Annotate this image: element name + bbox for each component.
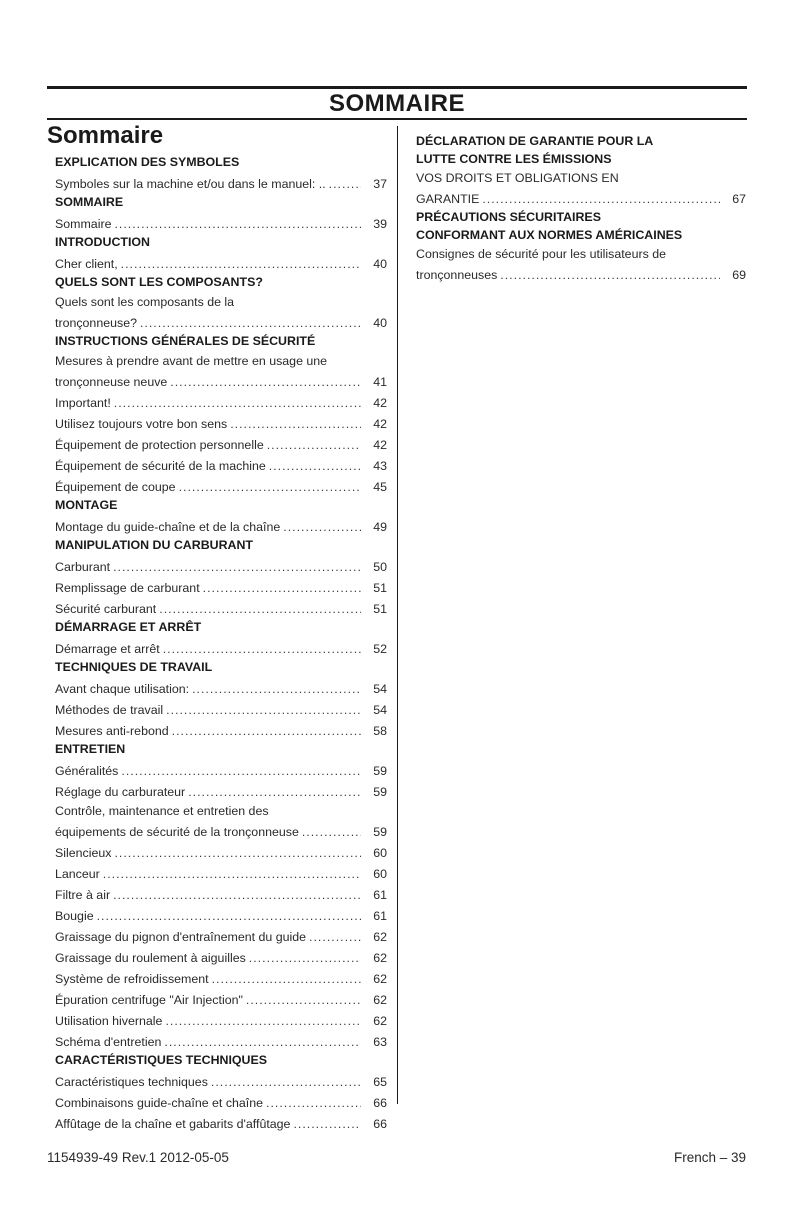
toc-entry-line	[55, 1008, 387, 1029]
dot-leader	[212, 971, 361, 987]
toc-entry[interactable]	[55, 861, 387, 882]
toc-entry-text-line1: VOS DROITS ET OBLIGATIONS EN	[416, 171, 619, 185]
toc-entry[interactable]	[55, 945, 387, 966]
toc-entry-text-line1: Mesures à prendre avant de mettre en usage une	[55, 354, 328, 368]
toc-entry-page: 61	[373, 888, 387, 902]
dot-leader	[211, 1074, 361, 1090]
toc-group-title[interactable]: MANIPULATION DU CARBURANT	[55, 538, 254, 552]
toc-entry[interactable]	[55, 211, 387, 232]
toc-entry[interactable]	[416, 243, 746, 283]
toc-entry-text: Affûtage de la chaîne et gabarits d'affûtage	[55, 1117, 291, 1131]
dot-leader	[188, 784, 361, 800]
toc-entry-text: Sécurité carburant	[55, 602, 157, 616]
toc-entry-text: Méthodes de travail	[55, 703, 164, 717]
toc-entry-text: Graissage du pignon d'entraînement du guide	[55, 930, 307, 944]
toc-entry-text: Système de refroidissement	[55, 972, 209, 986]
toc-entry-line	[55, 596, 387, 617]
toc-group-title[interactable]: INSTRUCTIONS GÉNÉRALES DE SÉCURITÉ	[55, 334, 316, 348]
toc-entry-line	[55, 251, 387, 272]
dot-leader	[140, 315, 361, 331]
toc-entry-line	[55, 390, 387, 411]
toc-entry-text: Carburant	[55, 560, 111, 574]
page-header-title: SOMMAIRE	[329, 90, 465, 117]
dot-leader	[482, 191, 720, 207]
toc-entry-line	[55, 310, 387, 331]
toc-entry-line	[55, 945, 387, 966]
toc-entry-page: 43	[373, 459, 387, 473]
toc-entry-line	[55, 861, 387, 882]
toc-entry-line	[55, 1090, 387, 1111]
dot-leader	[121, 256, 361, 272]
toc-entry-page: 59	[373, 764, 387, 778]
toc-group	[55, 495, 387, 535]
toc-group-title[interactable]: QUELS SONT LES COMPOSANTS?	[55, 275, 263, 289]
toc-groups-left	[47, 152, 387, 1132]
toc-entry-text: Utilisez toujours votre bon sens	[55, 417, 228, 431]
dot-leader	[179, 479, 361, 495]
toc-entry-line	[55, 840, 387, 861]
toc-entry-page: 62	[373, 951, 387, 965]
toc-entry-text: Équipement de sécurité de la machine	[55, 459, 266, 473]
toc-entry-page: 62	[373, 993, 387, 1007]
toc-entry[interactable]	[55, 291, 387, 331]
toc-entry-line	[416, 186, 746, 207]
toc-group-title[interactable]: EXPLICATION DES SYMBOLES	[55, 155, 240, 169]
toc-entry-text: Cher client,	[55, 257, 118, 271]
toc-entry-line	[55, 554, 387, 575]
toc-entry-page: 51	[373, 581, 387, 595]
toc-entry-text: Équipement de coupe	[55, 480, 176, 494]
toc-entry-page: 54	[373, 703, 387, 717]
toc-entry-line	[55, 903, 387, 924]
dot-leader	[203, 580, 361, 596]
toc-entry-text: Remplissage de carburant	[55, 581, 200, 595]
toc-entry-line	[55, 966, 387, 987]
toc-entry[interactable]	[55, 1008, 387, 1029]
dot-leader	[113, 887, 361, 903]
dot-leader	[267, 437, 361, 453]
toc-entry-page: 52	[373, 642, 387, 656]
toc-group-title[interactable]: MONTAGE	[55, 498, 118, 512]
toc-entry-line	[55, 819, 387, 840]
toc-entry-text: GARANTIE	[416, 192, 480, 206]
toc-entry-line	[55, 924, 387, 945]
toc-entry[interactable]	[55, 596, 387, 617]
toc-entry-text: Important!	[55, 396, 111, 410]
toc-entry-text: Lanceur	[55, 867, 100, 881]
toc-entry-page: 65	[373, 1075, 387, 1089]
toc-entry[interactable]	[55, 171, 387, 192]
toc-entry-text: Filtre à air	[55, 888, 111, 902]
toc-entry-line	[55, 1069, 387, 1090]
toc-entry[interactable]	[55, 554, 387, 575]
toc-entry-line	[55, 453, 387, 474]
toc-entry-page: 61	[373, 909, 387, 923]
toc-entry-page: 63	[373, 1035, 387, 1049]
toc-group-title[interactable]: PRÉCAUTIONS SÉCURITAIRES	[416, 210, 601, 224]
toc-entry[interactable]	[55, 676, 387, 697]
toc-group-title[interactable]: LUTTE CONTRE LES ÉMISSIONS	[416, 152, 612, 166]
toc-group	[55, 192, 387, 232]
toc-entry-text: tronçonneuse?	[55, 316, 137, 330]
toc-group	[416, 207, 746, 283]
dot-leader	[114, 395, 361, 411]
toc-entry[interactable]	[55, 251, 387, 272]
toc-group-title[interactable]: TECHNIQUES DE TRAVAIL	[55, 660, 213, 674]
toc-entry-text: Mesures anti-rebond	[55, 724, 169, 738]
toc-entry-page: 60	[373, 846, 387, 860]
toc-entry[interactable]	[55, 1090, 387, 1111]
toc-entry-text: Bougie	[55, 909, 94, 923]
toc-entry-text: équipements de sécurité de la tronçonneuse	[55, 825, 299, 839]
toc-entry-line	[55, 432, 387, 453]
dot-leader	[500, 267, 720, 283]
toc-entry-page: 49	[373, 520, 387, 534]
toc-group	[55, 657, 387, 739]
toc-entry[interactable]	[55, 636, 387, 657]
toc-entry-page: 67	[732, 192, 746, 206]
toc-entry-page: 41	[373, 375, 387, 389]
toc-entry-line	[55, 718, 387, 739]
toc-entry[interactable]	[55, 390, 387, 411]
toc-entry-page: 62	[373, 930, 387, 944]
dot-leader	[302, 824, 361, 840]
toc-entry-page: 42	[373, 438, 387, 452]
toc-entry[interactable]	[55, 474, 387, 495]
toc-entry[interactable]	[55, 514, 387, 535]
toc-entry[interactable]	[55, 840, 387, 861]
toc-entry-page: 66	[373, 1096, 387, 1110]
toc-group-title[interactable]: DÉCLARATION DE GARANTIE POUR LA	[416, 134, 654, 148]
toc-entry-page: 39	[373, 217, 387, 231]
toc-entry-page: 51	[373, 602, 387, 616]
toc-entry[interactable]	[55, 697, 387, 718]
header-rule-bottom	[47, 118, 747, 120]
toc-left-column	[47, 122, 387, 1132]
toc-entry-text: tronçonneuses	[416, 268, 498, 282]
toc-entry[interactable]	[55, 1111, 387, 1132]
toc-entry-text-line1: Consignes de sécurité pour les utilisateurs de	[416, 247, 667, 261]
toc-entry-page: 40	[373, 316, 387, 330]
toc-entry[interactable]	[55, 924, 387, 945]
dot-leader	[114, 845, 361, 861]
toc-group	[55, 617, 387, 657]
dot-leader	[164, 1034, 361, 1050]
dot-leader	[172, 723, 361, 739]
dot-leader	[283, 519, 361, 535]
toc-entry-page: 59	[373, 825, 387, 839]
toc-entry-text: Montage du guide-chaîne et de la chaîne	[55, 520, 281, 534]
toc-group	[55, 1050, 387, 1132]
toc-entry-text: Silencieux	[55, 846, 112, 860]
toc-entry-text: Graissage du roulement à aiguilles	[55, 951, 246, 965]
toc-entry-text: Combinaisons guide-chaîne et chaîne	[55, 1096, 264, 1110]
toc-entry-line	[55, 779, 387, 800]
column-divider	[397, 126, 398, 1104]
toc-entry[interactable]	[55, 800, 387, 840]
dot-leader	[246, 992, 361, 1008]
toc-group	[55, 152, 387, 192]
toc-entry[interactable]	[55, 882, 387, 903]
dot-leader	[230, 416, 361, 432]
toc-entry-page: 58	[373, 724, 387, 738]
dot-leader	[159, 601, 361, 617]
toc-entry[interactable]	[55, 987, 387, 1008]
toc-entry-line	[55, 1111, 387, 1132]
toc-entry-line	[55, 636, 387, 657]
toc-entry-text: Généralités	[55, 764, 119, 778]
toc-entry-page: 37	[373, 177, 387, 191]
toc-group	[55, 272, 387, 331]
toc-entry[interactable]	[55, 1029, 387, 1050]
dot-leader	[97, 908, 361, 924]
toc-group	[55, 535, 387, 617]
toc-entry-page: 40	[373, 257, 387, 271]
toc-entry[interactable]	[416, 167, 746, 207]
section-heading: Sommaire	[47, 122, 164, 149]
toc-entry-line	[416, 262, 746, 283]
toc-entry[interactable]	[55, 758, 387, 779]
toc-entry-page: 42	[373, 417, 387, 431]
toc-entry[interactable]	[55, 903, 387, 924]
toc-entry-line	[55, 575, 387, 596]
toc-entry-text: Démarrage et arrêt	[55, 642, 160, 656]
dot-leader	[114, 216, 361, 232]
toc-group-title[interactable]: ENTRETIEN	[55, 742, 126, 756]
toc-entry-line	[55, 676, 387, 697]
toc-entry-text: Réglage du carburateur	[55, 785, 186, 799]
toc-entry-text: Symboles sur la machine et/ou dans le manuel: ..	[55, 177, 326, 191]
toc-entry-page: 62	[373, 972, 387, 986]
toc-entry-text: Avant chaque utilisation:	[55, 682, 190, 696]
toc-entry-page: 45	[373, 480, 387, 494]
toc-entry-page: 42	[373, 396, 387, 410]
toc-entry-page: 69	[732, 268, 746, 282]
toc-entry-line	[55, 474, 387, 495]
toc-group-title[interactable]: INTRODUCTION	[55, 235, 150, 249]
toc-group	[55, 739, 387, 1050]
toc-entry-text: Schéma d'entretien	[55, 1035, 162, 1049]
toc-entry[interactable]	[55, 453, 387, 474]
toc-entry-page: 50	[373, 560, 387, 574]
document-revision: 1154939-49 Rev.1 2012-05-05	[47, 1150, 229, 1165]
dot-leader	[170, 374, 361, 390]
toc-group-title[interactable]: DÉMARRAGE ET ARRÊT	[55, 620, 202, 634]
dot-leader	[309, 929, 361, 945]
toc-group-title[interactable]: CARACTÉRISTIQUES TECHNIQUES	[55, 1053, 268, 1067]
toc-entry-text: Utilisation hivernale	[55, 1014, 163, 1028]
toc-entry-page: 62	[373, 1014, 387, 1028]
toc-entry-text: Sommaire	[55, 217, 112, 231]
toc-entry[interactable]	[55, 779, 387, 800]
toc-entry[interactable]	[55, 1069, 387, 1090]
toc-entry-text: Équipement de protection personnelle	[55, 438, 264, 452]
toc-entry-line	[55, 411, 387, 432]
dot-leader	[113, 559, 361, 575]
toc-group-title[interactable]: CONFORMANT AUX NORMES AMÉRICAINES	[416, 228, 683, 242]
toc-group	[55, 232, 387, 272]
dot-leader	[293, 1116, 361, 1132]
toc-entry-line	[55, 697, 387, 718]
toc-entry-page: 54	[373, 682, 387, 696]
toc-group	[416, 131, 746, 207]
dot-leader	[266, 1095, 361, 1111]
toc-entry-line	[55, 171, 387, 192]
dot-leader	[121, 763, 361, 779]
page-number: French – 39	[673, 1150, 746, 1165]
toc-right-column	[416, 131, 746, 283]
toc-entry-line	[55, 758, 387, 779]
toc-entry-line	[55, 369, 387, 390]
toc-group	[55, 331, 387, 495]
toc-entry[interactable]	[55, 411, 387, 432]
toc-entry[interactable]	[55, 350, 387, 390]
toc-entry-line	[55, 1029, 387, 1050]
toc-entry-text: Caractéristiques techniques	[55, 1075, 208, 1089]
toc-entry[interactable]	[55, 575, 387, 596]
toc-entry[interactable]	[55, 432, 387, 453]
toc-entry-text: Épuration centrifuge "Air Injection"	[55, 993, 243, 1007]
dot-leader	[166, 702, 361, 718]
toc-entry-text: tronçonneuse neuve	[55, 375, 168, 389]
dot-leader	[103, 866, 361, 882]
toc-group-title[interactable]: SOMMAIRE	[55, 195, 124, 209]
toc-entry[interactable]	[55, 966, 387, 987]
toc-entry-line	[55, 987, 387, 1008]
toc-entry-line	[55, 514, 387, 535]
toc-entry-page: 60	[373, 867, 387, 881]
toc-entry-line	[55, 882, 387, 903]
toc-entry[interactable]	[55, 718, 387, 739]
dot-leader	[269, 458, 361, 474]
toc-entry-text-line1: Contrôle, maintenance et entretien des	[55, 804, 269, 818]
toc-entry-page: 66	[373, 1117, 387, 1131]
dot-leader	[249, 950, 361, 966]
dot-leader	[163, 641, 361, 657]
toc-entry-text-line1: Quels sont les composants de la	[55, 295, 235, 309]
dot-leader	[329, 176, 361, 192]
toc-entry-page: 59	[373, 785, 387, 799]
toc-entry-line	[55, 211, 387, 232]
dot-leader	[192, 681, 361, 697]
dot-leader	[165, 1013, 361, 1029]
